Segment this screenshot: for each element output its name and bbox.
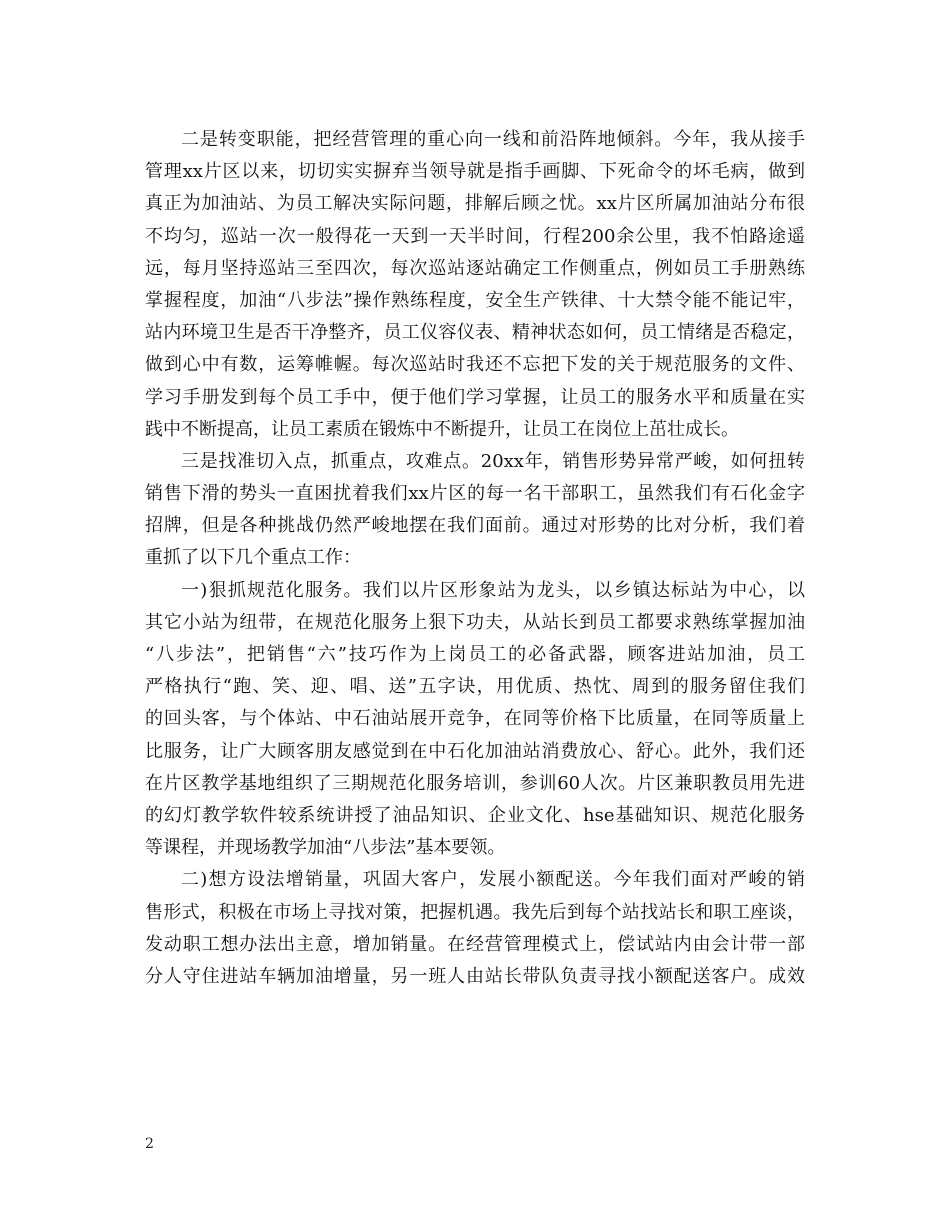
paragraph-3-line-4: 严格执行“跑、笑、迎、唱、送”五字诀，用优质、热忱、周到的服务留住我们 (145, 676, 805, 698)
paragraph-1-line-9: 学习手册发到每个员工手中，便于他们学习掌握，让员工的服务水平和质量在实 (145, 386, 805, 408)
paragraph-2-line-2: 销售下滑的势头一直困扰着我们xx片区的每一名干部职工，虽然我们有石化金字 (145, 483, 805, 505)
paragraph-3-line-8: 的幻灯教学软件较系统讲授了油品知识、企业文化、hse基础知识、规范化服务 (145, 804, 805, 826)
paragraph-1-line-2: 管理xx片区以来，切切实实摒弃当领导就是指手画脚、下死命令的坏毛病，做到 (145, 161, 805, 183)
paragraph-4-line-1: 二)想方设法增销量，巩固大客户，发展小额配送。今年我们面对严峻的销 (181, 869, 805, 891)
paragraph-1-line-8: 做到心中有数，运筹帷幄。每次巡站时我还不忘把下发的关于规范服务的文件、 (145, 354, 805, 376)
paragraph-4-line-3: 发动职工想办法出主意，增加销量。在经营管理模式上，偿试站内由会计带一部 (145, 933, 805, 955)
paragraph-2-line-4: 重抓了以下几个重点工作： (145, 547, 361, 569)
paragraph-3-line-7: 在片区教学基地组织了三期规范化服务培训，参训60人次。片区兼职教员用先进 (145, 772, 805, 794)
body-text (145, 124, 805, 993)
page-number: 2 (145, 1136, 154, 1152)
paragraph-3-line-5: 的回头客，与个体站、中石油站展开竞争，在同等价格下比质量，在同等质量上 (145, 708, 805, 730)
paragraph-3-line-9: 等课程，并现场教学加油“八步法”基本要领。 (145, 837, 506, 859)
paragraph-4-line-2: 售形式，积极在市场上寻找对策，把握机遇。我先后到每个站找站长和职工座谈， (145, 901, 805, 923)
paragraph-1-line-7: 站内环境卫生是否干净整齐，员工仪容仪表、精神状态如何，员工情绪是否稳定， (145, 322, 805, 344)
paragraph-1-line-4: 不均匀，巡站一次一般得花一天到一天半时间，行程200余公里，我不怕路途遥 (145, 225, 805, 247)
paragraph-2-line-3: 招牌，但是各种挑战仍然严峻地摆在我们面前。通过对形势的比对分析，我们着 (145, 515, 805, 537)
paragraph-1-line-5: 远，每月坚持巡站三至四次，每次巡站逐站确定工作侧重点，例如员工手册熟练 (145, 257, 805, 279)
paragraph-1-line-3: 真正为加油站、为员工解决实际问题，排解后顾之忧。xx片区所属加油站分布很 (145, 193, 805, 215)
paragraph-1-line-6: 掌握程度，加油“八步法”操作熟练程度，安全生产铁律、十大禁令能不能记牢， (145, 289, 805, 311)
paragraph-3-line-1: 一)狠抓规范化服务。我们以片区形象站为龙头，以乡镇达标站为中心，以 (181, 579, 805, 601)
paragraph-2-line-1: 三是找准切入点，抓重点，攻难点。20xx年，销售形势异常严峻，如何扭转 (181, 450, 805, 472)
paragraph-4-line-4: 分人守住进站车辆加油增量，另一班人由站长带队负责寻找小额配送客户。成效 (145, 965, 805, 987)
paragraph-1-line-1: 二是转变职能，把经营管理的重心向一线和前沿阵地倾斜。今年，我从接手 (181, 129, 805, 150)
paragraph-3-line-3: “八步法”，把销售“六”技巧作为上岗员工的必备武器，顾客进站加油，员工 (145, 644, 805, 665)
paragraph-3-line-2: 其它小站为纽带，在规范化服务上狠下功夫，从站长到员工都要求熟练掌握加油 (145, 611, 805, 633)
paragraph-1-line-10: 践中不断提高，让员工素质在锻炼中不断提升，让员工在岗位上茁壮成长。 (145, 418, 739, 440)
paragraph-3-line-6: 比服务，让广大顾客朋友感觉到在中石化加油站消费放心、舒心。此外，我们还 (145, 740, 805, 762)
